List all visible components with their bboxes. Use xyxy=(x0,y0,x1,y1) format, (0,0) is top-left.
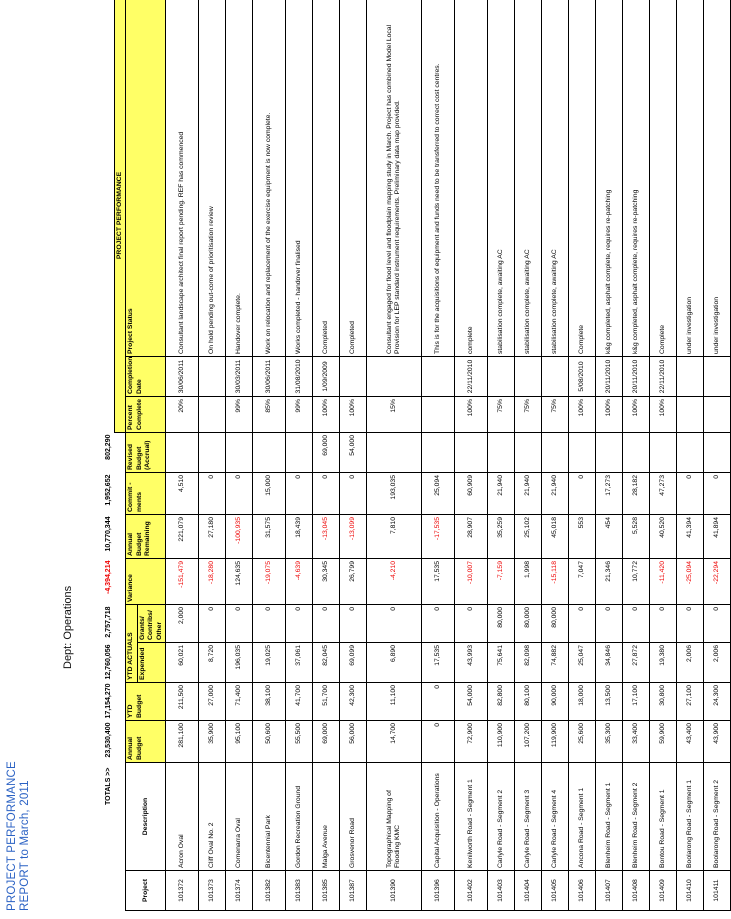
cell-ytd: 71,400 xyxy=(226,683,253,721)
cell-annual: 110,900 xyxy=(488,721,515,763)
cell-commit: 60,909 xyxy=(455,473,488,515)
cell-description: Comenarra Oval xyxy=(226,763,253,871)
cell-revised xyxy=(199,433,226,473)
table-row xyxy=(340,0,367,911)
cell-grants: 0 xyxy=(569,605,596,643)
totals-commitments: 1,952,652 xyxy=(105,474,113,506)
cell-ytd: 11,100 xyxy=(367,683,422,721)
cell-ytd: 211,500 xyxy=(166,683,199,721)
cell-grants: 0 xyxy=(704,605,731,643)
cell-percent: 99% xyxy=(226,397,253,433)
cell-annual: 0 xyxy=(422,721,455,763)
table-row xyxy=(488,0,515,911)
cell-remaining: 25,102 xyxy=(515,515,542,559)
cell-date: 20/11/2010 xyxy=(596,357,623,397)
cell-commit: 0 xyxy=(226,473,253,515)
cell-remaining: -13,045 xyxy=(313,515,340,559)
cell-grants: 0 xyxy=(286,605,313,643)
table-row xyxy=(166,0,199,911)
header-ytd-actuals: YTD ACTUALS xyxy=(126,605,137,683)
cell-description: Bontou Road - Segment 1 xyxy=(650,763,677,871)
cell-percent: 100% xyxy=(569,397,596,433)
cell-revised xyxy=(455,433,488,473)
cell-status: stabilisation complete, awaiting AC xyxy=(515,0,542,357)
cell-percent: 100% xyxy=(596,397,623,433)
cell-status: under investigation xyxy=(677,0,704,357)
totals-variance: -4,394,214 xyxy=(105,560,113,594)
cell-variance: -151,479 xyxy=(166,559,199,605)
cell-date xyxy=(367,357,422,397)
cell-percent: 20% xyxy=(166,397,199,433)
cell-percent: 100% xyxy=(623,397,650,433)
cell-remaining: 31,575 xyxy=(253,515,286,559)
cell-status: Complete xyxy=(569,0,596,357)
cell-description: Blenheim Road - Segment 1 xyxy=(596,763,623,871)
report-title xyxy=(6,651,32,911)
cell-annual: 281,100 xyxy=(166,721,199,763)
cell-status: k&g completed, asphalt complete, requires re-patching xyxy=(596,0,623,357)
header-percent: Percent Complete xyxy=(126,397,166,433)
cell-ytd: 27,100 xyxy=(677,683,704,721)
table-row xyxy=(199,0,226,911)
performance-group-row xyxy=(115,0,126,911)
cell-ytd: 80,100 xyxy=(515,683,542,721)
cell-date: 30/03/2011 xyxy=(226,357,253,397)
header-remaining: Annual Budget Remaining xyxy=(126,515,166,559)
totals-ytd-budget: 17,154,270 xyxy=(105,683,113,719)
cell-status: under investigation xyxy=(704,0,731,357)
cell-expended: 2,006 xyxy=(704,643,731,683)
cell-project: 101411 xyxy=(704,871,731,911)
cell-status: Completed xyxy=(313,0,340,357)
cell-variance: -11,420 xyxy=(650,559,677,605)
cell-revised xyxy=(367,433,422,473)
cell-annual: 119,900 xyxy=(542,721,569,763)
cell-description: Acron Oval xyxy=(166,763,199,871)
table-row xyxy=(650,0,677,911)
cell-annual: 43,900 xyxy=(704,721,731,763)
cell-variance: 17,535 xyxy=(422,559,455,605)
cell-description: Grosvenor Road xyxy=(340,763,367,871)
cell-date xyxy=(340,357,367,397)
cell-expended: 37,061 xyxy=(286,643,313,683)
cell-annual: 69,000 xyxy=(313,721,340,763)
cell-commit: 0 xyxy=(313,473,340,515)
cell-remaining: 27,180 xyxy=(199,515,226,559)
cell-expended: 82,045 xyxy=(313,643,340,683)
cell-revised xyxy=(596,433,623,473)
cell-variance: -4,210 xyxy=(367,559,422,605)
cell-remaining: 5,528 xyxy=(623,515,650,559)
cell-commit: 28,182 xyxy=(623,473,650,515)
header-ytd-budget: YTD Budget xyxy=(126,683,166,721)
cell-project: 101387 xyxy=(340,871,367,911)
table-row xyxy=(313,0,340,911)
cell-revised xyxy=(677,433,704,473)
cell-project: 101408 xyxy=(623,871,650,911)
cell-status: complete xyxy=(455,0,488,357)
cell-variance: -15,118 xyxy=(542,559,569,605)
cell-variance: -22,294 xyxy=(704,559,731,605)
cell-ytd: 0 xyxy=(422,683,455,721)
cell-variance: 7,047 xyxy=(569,559,596,605)
cell-revised xyxy=(623,433,650,473)
table-row xyxy=(596,0,623,911)
table-row xyxy=(226,0,253,911)
cell-ytd: 82,800 xyxy=(488,683,515,721)
cell-status: Handover complete. xyxy=(226,0,253,357)
table-row xyxy=(542,0,569,911)
cell-project: 101390 xyxy=(367,871,422,911)
cell-grants: 0 xyxy=(313,605,340,643)
cell-expended: 17,535 xyxy=(422,643,455,683)
cell-expended: 196,035 xyxy=(226,643,253,683)
cell-annual: 25,600 xyxy=(569,721,596,763)
cell-annual: 56,000 xyxy=(340,721,367,763)
cell-percent: 85% xyxy=(253,397,286,433)
cell-project: 101373 xyxy=(199,871,226,911)
cell-description: Malga Avenue xyxy=(313,763,340,871)
cell-project: 101385 xyxy=(313,871,340,911)
cell-percent: 75% xyxy=(515,397,542,433)
cell-status: On hold pending out-come of prioritisation review xyxy=(199,0,226,357)
cell-date: 30/06/2011 xyxy=(166,357,199,397)
cell-percent xyxy=(677,397,704,433)
header-revised: Revised Budget (Accrual) xyxy=(126,433,166,473)
cell-grants: 80,000 xyxy=(515,605,542,643)
cell-status: k&g completed, asphalt complete, requires re-patching xyxy=(623,0,650,357)
cell-annual: 43,400 xyxy=(677,721,704,763)
cell-percent: 99% xyxy=(286,397,313,433)
cell-status: Works completed - handover finalised xyxy=(286,0,313,357)
cell-revised xyxy=(253,433,286,473)
cell-percent: 100% xyxy=(340,397,367,433)
cell-project: 101404 xyxy=(515,871,542,911)
cell-description: Cliff Oval No. 2 xyxy=(199,763,226,871)
cell-grants: 2,000 xyxy=(166,605,199,643)
cell-ytd: 51,700 xyxy=(313,683,340,721)
cell-revised xyxy=(704,433,731,473)
cell-annual: 33,400 xyxy=(623,721,650,763)
cell-commit: 0 xyxy=(286,473,313,515)
cell-date: 22/11/2010 xyxy=(455,357,488,397)
cell-annual: 55,500 xyxy=(286,721,313,763)
cell-ytd: 27,000 xyxy=(199,683,226,721)
cell-remaining: 454 xyxy=(596,515,623,559)
cell-project: 101372 xyxy=(166,871,199,911)
cell-annual: 14,700 xyxy=(367,721,422,763)
cell-percent: 100% xyxy=(313,397,340,433)
cell-project: 101406 xyxy=(569,871,596,911)
column-header-row xyxy=(126,0,137,911)
cell-description: Bicentennial Park xyxy=(253,763,286,871)
totals-expended: 12,760,056 xyxy=(105,644,113,680)
cell-expended: 8,720 xyxy=(199,643,226,683)
cell-commit: 25,094 xyxy=(422,473,455,515)
cell-remaining: 221,079 xyxy=(166,515,199,559)
header-grants: Grants/ Contribs/ Other xyxy=(137,605,165,643)
cell-project: 101374 xyxy=(226,871,253,911)
totals-grants: 2,757,718 xyxy=(105,606,113,638)
cell-annual: 35,900 xyxy=(199,721,226,763)
cell-percent xyxy=(199,397,226,433)
header-variance: Variance xyxy=(126,559,166,605)
cell-revised xyxy=(542,433,569,473)
cell-project: 101410 xyxy=(677,871,704,911)
table-row xyxy=(253,0,286,911)
report-title-line1: PROJECT PERFORMANCE xyxy=(6,761,18,911)
cell-revised xyxy=(650,433,677,473)
cell-expended: 19,380 xyxy=(650,643,677,683)
table-row xyxy=(569,0,596,911)
cell-grants: 0 xyxy=(623,605,650,643)
cell-date: 5/08/2010 xyxy=(569,357,596,397)
cell-expended: 6,890 xyxy=(367,643,422,683)
cell-commit: 17,273 xyxy=(596,473,623,515)
cell-remaining: 553 xyxy=(569,515,596,559)
cell-status: This is for the acquisitions of equipment and funds need to be transferred to correct cost centres. xyxy=(422,0,455,357)
cell-remaining: 45,018 xyxy=(542,515,569,559)
cell-date xyxy=(199,357,226,397)
cell-description: Topographical Mapping of Flooding KMC xyxy=(367,763,422,871)
cell-ytd: 13,500 xyxy=(596,683,623,721)
table-row xyxy=(422,0,455,911)
cell-description: Gordon Recreation Ground xyxy=(286,763,313,871)
cell-project: 101403 xyxy=(488,871,515,911)
cell-variance: -10,007 xyxy=(455,559,488,605)
cell-variance: -25,094 xyxy=(677,559,704,605)
cell-remaining: 7,810 xyxy=(367,515,422,559)
cell-remaining: -100,935 xyxy=(226,515,253,559)
cell-grants: 0 xyxy=(455,605,488,643)
cell-remaining: 41,894 xyxy=(704,515,731,559)
header-completion: Completion Date xyxy=(126,357,166,397)
cell-remaining: -13,099 xyxy=(340,515,367,559)
cell-expended: 34,846 xyxy=(596,643,623,683)
cell-variance: 10,772 xyxy=(623,559,650,605)
cell-date: 22/11/2010 xyxy=(650,357,677,397)
cell-description: Boolarong Road - Segment 2 xyxy=(704,763,731,871)
cell-percent xyxy=(704,397,731,433)
cell-commit: 0 xyxy=(340,473,367,515)
cell-grants: 0 xyxy=(367,605,422,643)
cell-project: 101407 xyxy=(596,871,623,911)
cell-project: 101405 xyxy=(542,871,569,911)
cell-project: 101402 xyxy=(455,871,488,911)
cell-grants: 0 xyxy=(650,605,677,643)
cell-expended: 43,993 xyxy=(455,643,488,683)
cell-variance: 21,346 xyxy=(596,559,623,605)
totals-revised: 802,290 xyxy=(105,434,113,460)
cell-revised xyxy=(226,433,253,473)
cell-ytd: 38,100 xyxy=(253,683,286,721)
header-commitments: Commit -ments xyxy=(126,473,166,515)
cell-project: 101396 xyxy=(422,871,455,911)
cell-commit: 193,035 xyxy=(367,473,422,515)
cell-revised xyxy=(569,433,596,473)
project-performance-header: PROJECT PERFORMANCE xyxy=(115,0,126,433)
cell-remaining: 18,439 xyxy=(286,515,313,559)
header-status: Project Status xyxy=(126,0,166,357)
cell-annual: 107,200 xyxy=(515,721,542,763)
cell-status: Completed xyxy=(340,0,367,357)
cell-annual: 50,600 xyxy=(253,721,286,763)
header-project: Project xyxy=(126,871,166,911)
totals-annual-budget: 23,530,400 xyxy=(105,722,113,758)
cell-grants: 0 xyxy=(199,605,226,643)
cell-remaining: 28,907 xyxy=(455,515,488,559)
cell-date xyxy=(704,357,731,397)
cell-commit: 15,000 xyxy=(253,473,286,515)
cell-expended: 74,882 xyxy=(542,643,569,683)
cell-grants: 0 xyxy=(677,605,704,643)
cell-revised: 69,000 xyxy=(313,433,340,473)
table-row xyxy=(455,0,488,911)
cell-ytd: 18,000 xyxy=(569,683,596,721)
totals-remaining: 10,770,344 xyxy=(105,516,113,552)
cell-grants: 80,000 xyxy=(542,605,569,643)
cell-remaining: -17,535 xyxy=(422,515,455,559)
cell-status: stabilisation complete, awaiting AC xyxy=(488,0,515,357)
table-row xyxy=(677,0,704,911)
cell-grants: 0 xyxy=(226,605,253,643)
cell-date xyxy=(515,357,542,397)
cell-date: 20/11/2010 xyxy=(623,357,650,397)
cell-date: 31/08/2010 xyxy=(286,357,313,397)
cell-expended: 19,025 xyxy=(253,643,286,683)
totals-row xyxy=(98,0,115,911)
cell-annual: 72,900 xyxy=(455,721,488,763)
cell-description: Boolarong Road - Segment 1 xyxy=(677,763,704,871)
cell-date xyxy=(677,357,704,397)
cell-commit: 21,940 xyxy=(542,473,569,515)
cell-description: Ancona Road - Segment 1 xyxy=(569,763,596,871)
cell-status: Complete xyxy=(650,0,677,357)
cell-status: stabilisation complete, awaiting AC xyxy=(542,0,569,357)
cell-percent: 15% xyxy=(367,397,422,433)
cell-revised xyxy=(166,433,199,473)
cell-expended: 75,641 xyxy=(488,643,515,683)
cell-variance: 1,998 xyxy=(515,559,542,605)
cell-expended: 25,047 xyxy=(569,643,596,683)
cell-grants: 0 xyxy=(340,605,367,643)
cell-variance: 124,635 xyxy=(226,559,253,605)
cell-variance: 30,345 xyxy=(313,559,340,605)
cell-date xyxy=(542,357,569,397)
cell-ytd: 54,000 xyxy=(455,683,488,721)
cell-grants: 0 xyxy=(253,605,286,643)
totals-label: TOTALS >> xyxy=(105,767,113,805)
cell-commit: 0 xyxy=(677,473,704,515)
cell-expended: 69,099 xyxy=(340,643,367,683)
cell-revised xyxy=(515,433,542,473)
cell-ytd: 42,300 xyxy=(340,683,367,721)
cell-remaining: 40,520 xyxy=(650,515,677,559)
cell-commit: 47,273 xyxy=(650,473,677,515)
cell-status: Work on relocation and replacement of the exercise equipment is now complete. xyxy=(253,0,286,357)
cell-description: Capital Acquisition - Operations xyxy=(422,763,455,871)
project-rows xyxy=(166,0,731,911)
cell-variance: -7,159 xyxy=(488,559,515,605)
cell-annual: 35,300 xyxy=(596,721,623,763)
header-annual-budget: Annual Budget xyxy=(126,721,166,763)
table-row xyxy=(286,0,313,911)
header-description: Description xyxy=(126,763,166,871)
cell-revised xyxy=(422,433,455,473)
cell-project: 101383 xyxy=(286,871,313,911)
cell-annual: 95,100 xyxy=(226,721,253,763)
table-row xyxy=(515,0,542,911)
cell-project: 101409 xyxy=(650,871,677,911)
cell-date: 1/09/2009 xyxy=(313,357,340,397)
table-row xyxy=(367,0,422,911)
report-title-line2: REPORT to March, 2011 xyxy=(19,780,31,911)
cell-variance: -19,075 xyxy=(253,559,286,605)
cell-percent xyxy=(422,397,455,433)
cell-description: Carlyle Road - Segment 2 xyxy=(488,763,515,871)
table-row xyxy=(704,0,731,911)
cell-percent: 75% xyxy=(542,397,569,433)
cell-expended: 27,872 xyxy=(623,643,650,683)
cell-expended: 60,021 xyxy=(166,643,199,683)
cell-variance: -4,639 xyxy=(286,559,313,605)
cell-revised xyxy=(488,433,515,473)
cell-grants: 80,000 xyxy=(488,605,515,643)
cell-percent: 100% xyxy=(650,397,677,433)
department-label: Dept: Operations xyxy=(62,585,74,669)
cell-commit: 0 xyxy=(199,473,226,515)
cell-description: Carlyle Road - Segment 3 xyxy=(515,763,542,871)
cell-commit: 21,940 xyxy=(515,473,542,515)
cell-percent: 100% xyxy=(455,397,488,433)
cell-remaining: 41,394 xyxy=(677,515,704,559)
cell-ytd: 17,100 xyxy=(623,683,650,721)
cell-variance: 26,799 xyxy=(340,559,367,605)
cell-ytd: 24,300 xyxy=(704,683,731,721)
cell-ytd: 90,000 xyxy=(542,683,569,721)
cell-variance: -18,280 xyxy=(199,559,226,605)
cell-grants: 0 xyxy=(596,605,623,643)
header-expended: Expended xyxy=(137,643,165,683)
cell-description: Kenilworth Road - Segment 1 xyxy=(455,763,488,871)
cell-ytd: 41,700 xyxy=(286,683,313,721)
cell-grants: 0 xyxy=(422,605,455,643)
cell-date: 30/06/2011 xyxy=(253,357,286,397)
cell-commit: 0 xyxy=(569,473,596,515)
project-performance-table xyxy=(98,0,731,911)
cell-status: Consultant landscape architect final report pending. REF has commenced xyxy=(166,0,199,357)
cell-commit: 4,510 xyxy=(166,473,199,515)
cell-percent: 75% xyxy=(488,397,515,433)
cell-revised: 54,000 xyxy=(340,433,367,473)
cell-commit: 0 xyxy=(704,473,731,515)
cell-expended: 2,006 xyxy=(677,643,704,683)
cell-commit: 21,940 xyxy=(488,473,515,515)
cell-status: Consultant engaged for flood level and floodplain mapping study in March. Project has combined Model Local Provision for LEP standard instrument requirements. Preliminary data map provided. xyxy=(367,0,422,357)
cell-date xyxy=(422,357,455,397)
cell-revised xyxy=(286,433,313,473)
cell-remaining: 35,259 xyxy=(488,515,515,559)
cell-ytd: 30,800 xyxy=(650,683,677,721)
cell-date xyxy=(488,357,515,397)
cell-expended: 82,098 xyxy=(515,643,542,683)
cell-description: Carlyle Road - Segment 4 xyxy=(542,763,569,871)
cell-annual: 59,900 xyxy=(650,721,677,763)
table-row xyxy=(623,0,650,911)
cell-description: Blenheim Road - Segment 2 xyxy=(623,763,650,871)
cell-project: 101382 xyxy=(253,871,286,911)
